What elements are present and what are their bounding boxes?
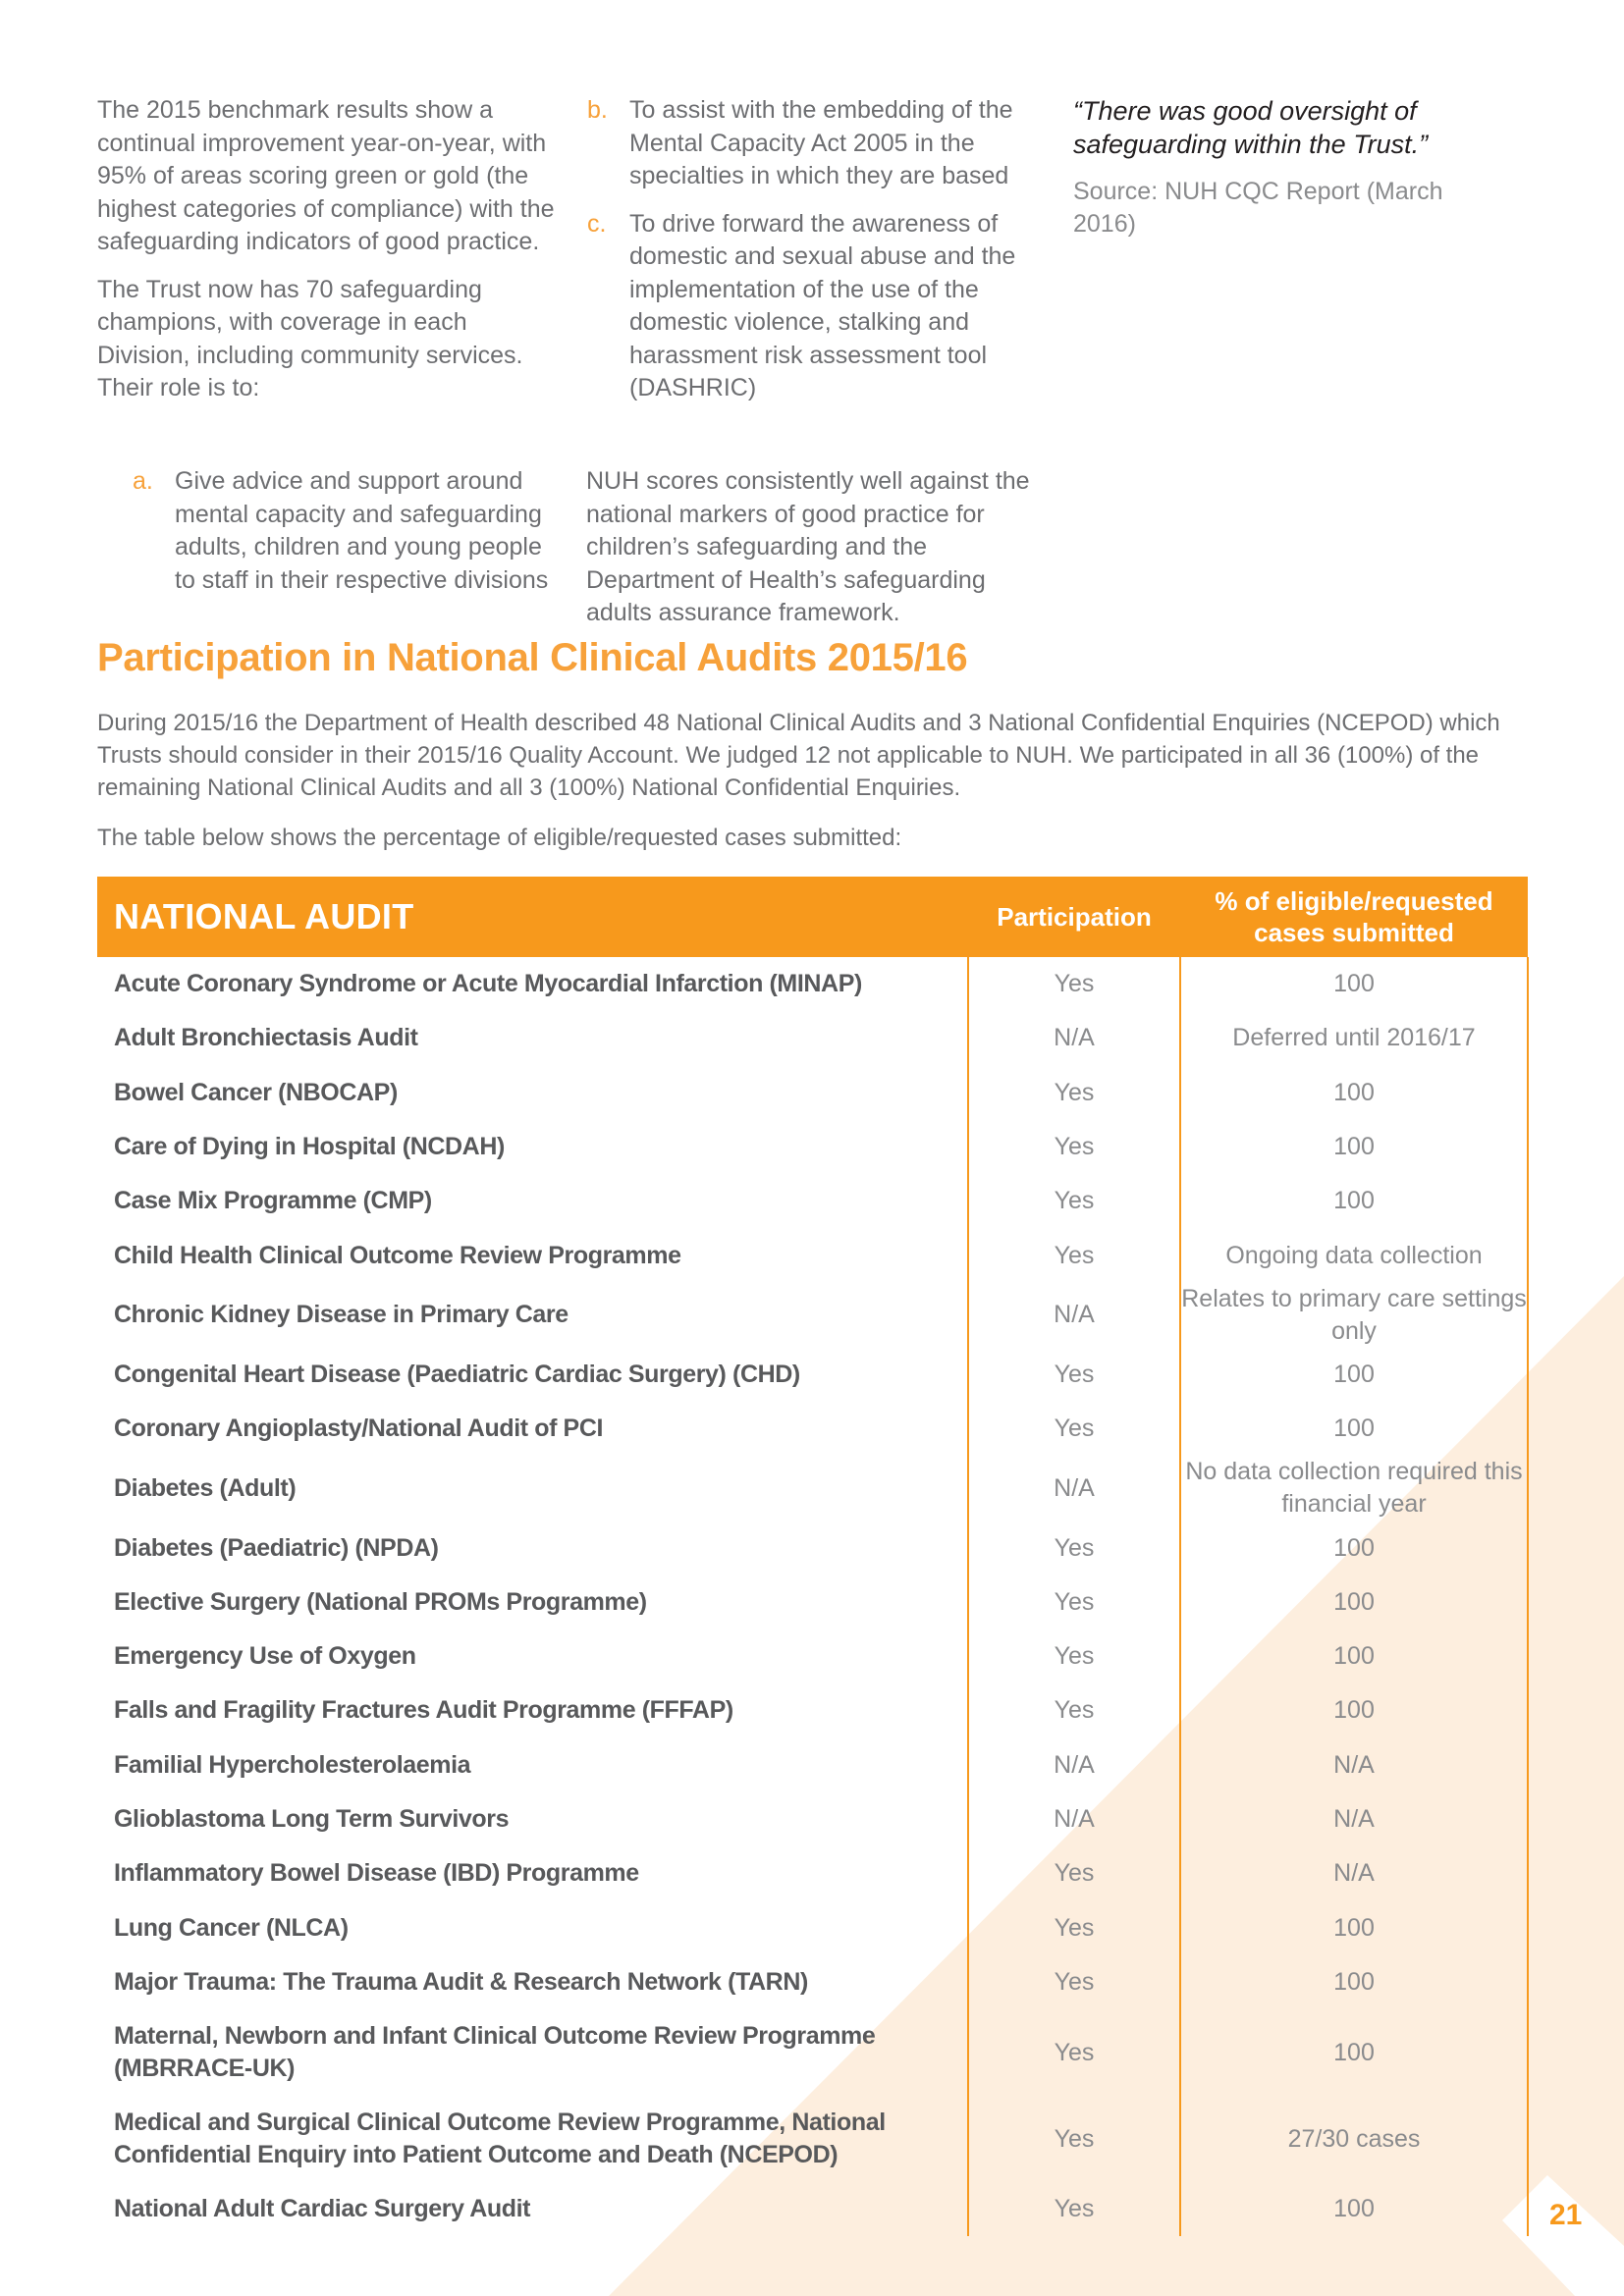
section-title: Participation in National Clinical Audits 2015/16 <box>97 636 968 679</box>
audit-name-cell: Elective Surgery (National PROMs Programme) <box>114 1587 647 1616</box>
percent-submitted-cell: 100 <box>1180 1629 1528 1683</box>
participation-cell: Yes <box>968 1521 1180 1575</box>
participation-cell: Yes <box>968 1120 1180 1174</box>
percent-submitted-cell: 100 <box>1180 1575 1528 1629</box>
audit-name-cell: Child Health Clinical Outcome Review Programme <box>114 1241 681 1269</box>
participation-cell: Yes <box>968 1174 1180 1228</box>
pull-quote <box>1073 94 1495 255</box>
percent-submitted-cell: 100 <box>1180 1683 1528 1737</box>
table-row <box>97 2182 1528 2236</box>
list-item-text: Give advice and support around mental capacity and safeguarding adults, children and young people to staff in their respective divisions <box>175 467 549 594</box>
participation-cell: Yes <box>968 1846 1180 1900</box>
table-row <box>97 1228 1528 1282</box>
table-header-row <box>97 877 1528 957</box>
audit-name-cell: Acute Coronary Syndrome or Acute Myocardial Infarction (MINAP) <box>114 970 862 998</box>
champions-paragraph: The Trust now has 70 safeguarding champions, with coverage in each Division, including community services. Their role is to: <box>97 275 523 401</box>
table-row <box>97 1629 1528 1683</box>
participation-cell: Yes <box>968 957 1180 1011</box>
audit-name-cell: National Adult Cardiac Surgery Audit <box>114 2195 531 2223</box>
page-number: 21 <box>1549 2199 1583 2231</box>
table-intro: The table below shows the percentage of eligible/requested cases submitted: <box>97 825 902 851</box>
percent-submitted-cell: 100 <box>1180 2009 1528 2096</box>
table-row <box>97 1011 1528 1065</box>
percent-submitted-cell: 100 <box>1180 1066 1528 1120</box>
audit-name-cell: Care of Dying in Hospital (NCDAH) <box>114 1133 505 1161</box>
table-row <box>97 1402 1528 1456</box>
participation-cell: Yes <box>968 1348 1180 1402</box>
audit-name-cell: Emergency Use of Oxygen <box>114 1642 416 1671</box>
list-marker: a. <box>133 467 153 495</box>
percent-submitted-cell: 27/30 cases <box>1180 2096 1528 2182</box>
audit-name-cell: Inflammatory Bowel Disease (IBD) Programme <box>114 1859 639 1888</box>
participation-cell: Yes <box>968 1066 1180 1120</box>
list-marker: b. <box>587 96 608 124</box>
role-list-continued <box>587 94 1049 420</box>
percent-submitted-cell: 100 <box>1180 2182 1528 2236</box>
percent-submitted-cell: N/A <box>1180 1738 1528 1792</box>
benchmark-column <box>97 94 559 420</box>
intro-paragraph: During 2015/16 the Department of Health described 48 National Clinical Audits and 3 National Confidential Enquiries (NCEPOD) which Trusts should consider in their 2015/16 Quality Account. We judged 12 not applicable to NUH. We participated in all 36 (100%) of the remaining National Clinical Audits and all 3 (100%) National Confidential Enquiries. <box>97 710 1500 801</box>
audit-name-cell: Glioblastoma Long Term Survivors <box>114 1805 510 1833</box>
table-row <box>97 1066 1528 1120</box>
percent-submitted-cell: Relates to primary care settings only <box>1180 1283 1528 1348</box>
participation-cell: Yes <box>968 2182 1180 2236</box>
participation-cell: N/A <box>968 1738 1180 1792</box>
table-row <box>97 1900 1528 1954</box>
table-row <box>97 957 1528 1011</box>
audit-name-cell: Maternal, Newborn and Infant Clinical Outcome Review Programme (MBRRACE-UK) <box>114 2022 876 2083</box>
table-row <box>97 2009 1528 2096</box>
participation-cell: N/A <box>968 1456 1180 1521</box>
section-intro <box>97 707 1521 872</box>
audit-name-cell: Adult Bronchiectasis Audit <box>114 1024 418 1052</box>
list-item-text: To drive forward the awareness of domestic and sexual abuse and the implementation of the use of the domestic violence, stalking and harassment risk assessment tool (DASHRIC) <box>629 209 1016 401</box>
percent-submitted-cell: 100 <box>1180 1120 1528 1174</box>
audit-name-cell: Case Mix Programme (CMP) <box>114 1187 432 1215</box>
quote-text: “There was good oversight of safeguarding within the Trust.” <box>1073 96 1429 159</box>
table-row <box>97 1955 1528 2009</box>
percent-submitted-cell: 100 <box>1180 1174 1528 1228</box>
percent-submitted-cell: 100 <box>1180 1521 1528 1575</box>
audit-name-cell: Medical and Surgical Clinical Outcome Review Programme, National Confidential Enquiry into Patient Outcome and Death (NCEPOD) <box>114 2109 886 2169</box>
participation-cell: Yes <box>968 2009 1180 2096</box>
participation-cell: Yes <box>968 1629 1180 1683</box>
table-row <box>97 1521 1528 1575</box>
percent-submitted-cell: No data collection required this financial year <box>1180 1456 1528 1521</box>
role-list-item-c <box>587 208 1049 405</box>
table-row <box>97 1174 1528 1228</box>
list-marker: c. <box>587 209 607 238</box>
table-row <box>97 1738 1528 1792</box>
percent-submitted-cell: 100 <box>1180 1900 1528 1954</box>
participation-cell: Yes <box>968 1955 1180 2009</box>
list-item-text: To assist with the embedding of the Mental Capacity Act 2005 in the specialties in which they are based <box>629 96 1013 189</box>
table-row <box>97 1283 1528 1348</box>
audit-name-cell: Lung Cancer (NLCA) <box>114 1913 349 1942</box>
participation-cell: Yes <box>968 2096 1180 2182</box>
table-row <box>97 2096 1528 2182</box>
participation-cell: Yes <box>968 1228 1180 1282</box>
audit-name-cell: Falls and Fragility Fractures Audit Programme (FFFAP) <box>114 1696 733 1725</box>
participation-cell: Yes <box>968 1900 1180 1954</box>
percent-submitted-cell: 100 <box>1180 1955 1528 2009</box>
national-audit-table <box>97 877 1529 2236</box>
percent-submitted-cell: 100 <box>1180 957 1528 1011</box>
table-row <box>97 1683 1528 1737</box>
audit-name-cell: Coronary Angioplasty/National Audit of PCI <box>114 1415 604 1443</box>
audit-name-cell: Familial Hypercholesterolaemia <box>114 1750 471 1779</box>
benchmark-paragraph: The 2015 benchmark results show a continual improvement year-on-year, with 95% of areas scoring green or gold (the highest categories of compliance) with the safeguarding indicators of good practice. <box>97 96 555 255</box>
percent-submitted-cell: N/A <box>1180 1846 1528 1900</box>
participation-cell: Yes <box>968 1402 1180 1456</box>
role-list-item-b <box>587 94 1049 193</box>
header-national-audit: NATIONAL AUDIT <box>97 877 968 957</box>
participation-cell: N/A <box>968 1011 1180 1065</box>
table-row <box>97 1120 1528 1174</box>
audit-name-cell: Bowel Cancer (NBOCAP) <box>114 1078 398 1106</box>
participation-cell: Yes <box>968 1683 1180 1737</box>
participation-cell: N/A <box>968 1283 1180 1348</box>
percent-submitted-cell: N/A <box>1180 1792 1528 1846</box>
participation-cell: Yes <box>968 1575 1180 1629</box>
participation-cell: N/A <box>968 1792 1180 1846</box>
table-row <box>97 1575 1528 1629</box>
table-row <box>97 1456 1528 1521</box>
audit-name-cell: Diabetes (Paediatric) (NPDA) <box>114 1533 439 1562</box>
percent-submitted-cell: Deferred until 2016/17 <box>1180 1011 1528 1065</box>
table-row <box>97 1792 1528 1846</box>
percent-submitted-cell: Ongoing data collection <box>1180 1228 1528 1282</box>
audit-name-cell: Congenital Heart Disease (Paediatric Cardiac Surgery) (CHD) <box>114 1360 800 1388</box>
percent-submitted-cell: 100 <box>1180 1348 1528 1402</box>
role-list-item-a <box>133 465 565 612</box>
table-row <box>97 1348 1528 1402</box>
header-participation: Participation <box>968 877 1180 957</box>
percent-submitted-cell: 100 <box>1180 1402 1528 1456</box>
header-percent-submitted: % of eligible/requested cases submitted <box>1180 877 1528 957</box>
audit-name-cell: Diabetes (Adult) <box>114 1473 297 1502</box>
nuh-scores-paragraph: NUH scores consistently well against the national markers of good practice for children’s safeguarding and the Department of Health’s safeguarding adults assurance framework. <box>586 467 1030 626</box>
audit-name-cell: Chronic Kidney Disease in Primary Care <box>114 1301 568 1329</box>
audit-name-cell: Major Trauma: The Trauma Audit & Research Network (TARN) <box>114 1967 808 1996</box>
table-row <box>97 1846 1528 1900</box>
quote-source: Source: NUH CQC Report (March 2016) <box>1073 178 1443 238</box>
